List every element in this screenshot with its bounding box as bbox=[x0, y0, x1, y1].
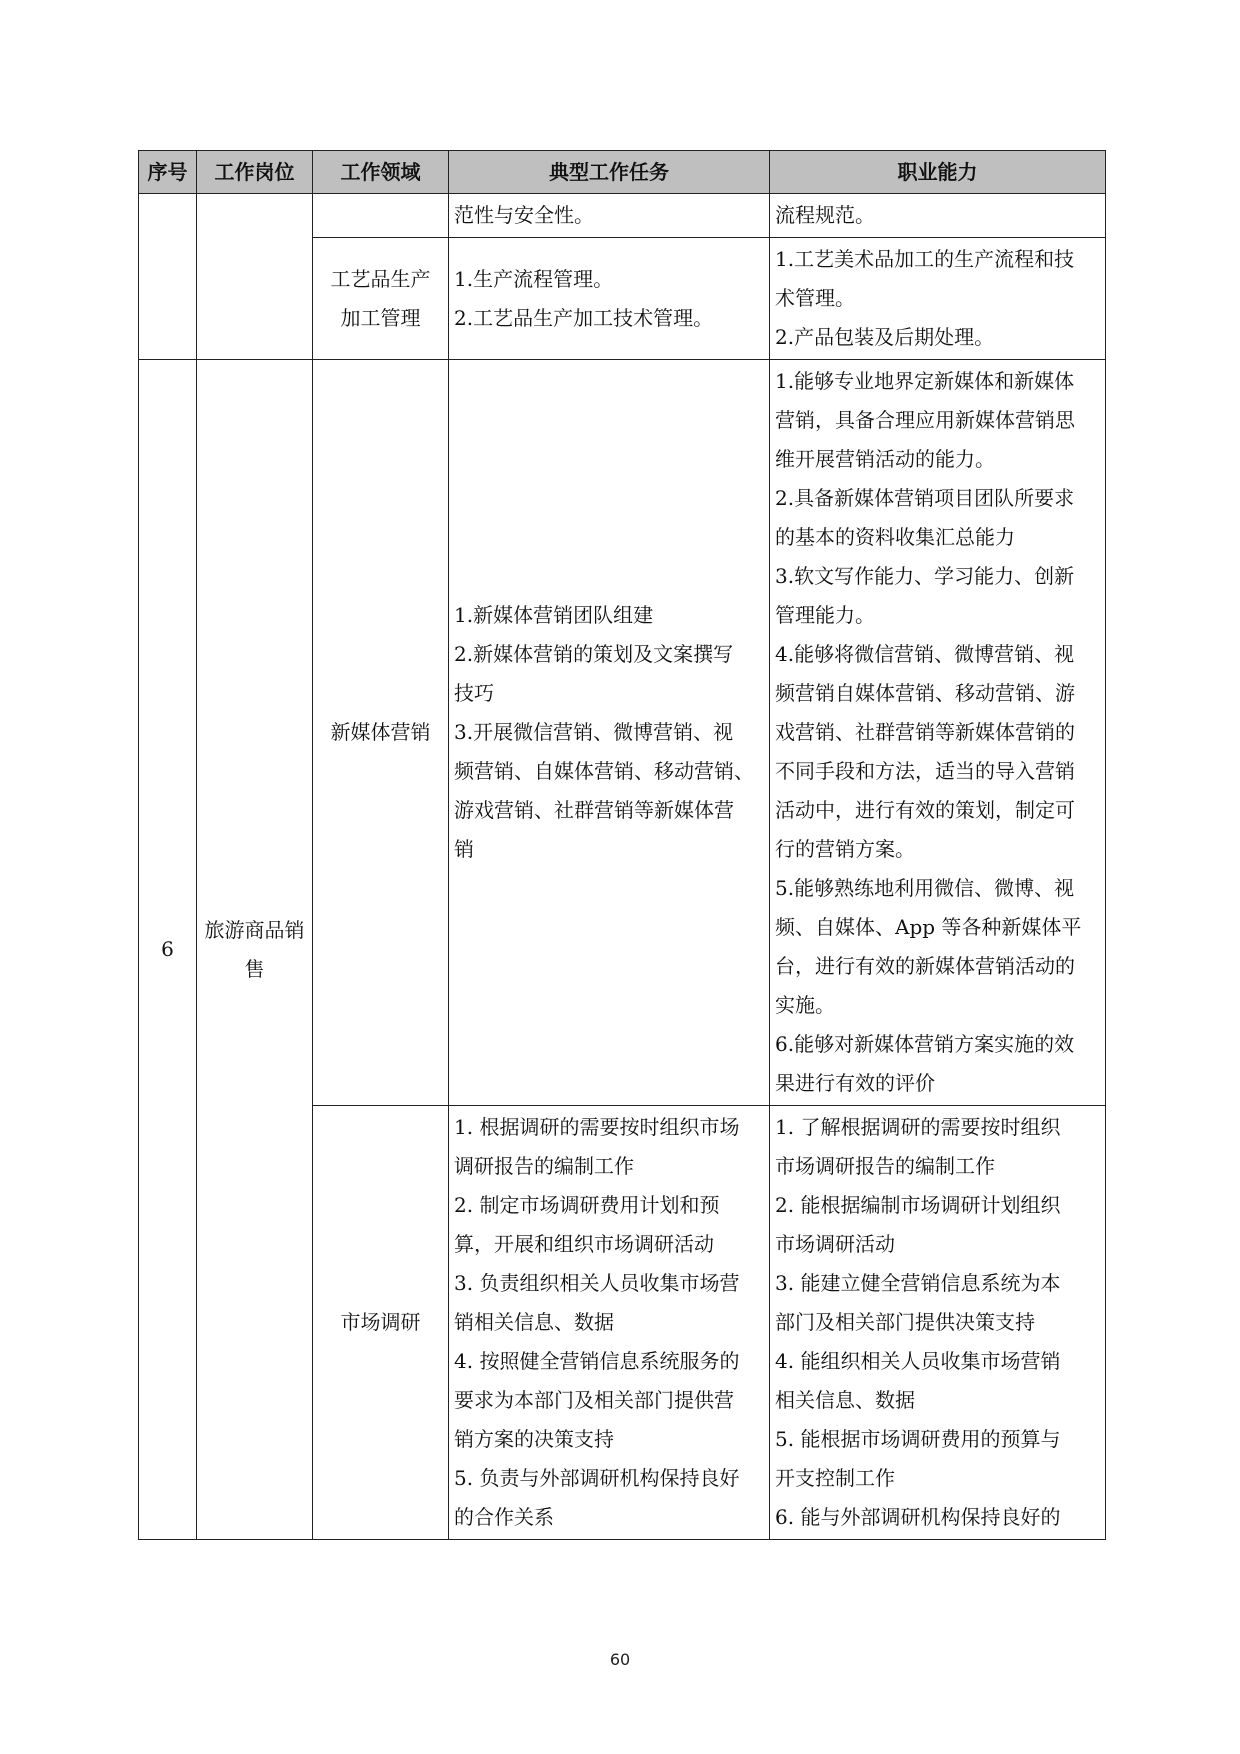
ability-line: 管理能力。 bbox=[775, 603, 875, 627]
ability-line: 3. 能建立健全营销信息系统为本 bbox=[775, 1271, 1061, 1295]
ability-line: 频、自媒体、App 等各种新媒体平 bbox=[775, 915, 1082, 939]
cell-task: 范性与安全性。 bbox=[449, 194, 770, 238]
task-line: 技巧 bbox=[454, 681, 494, 705]
task-line: 3. 负责组织相关人员收集市场营 bbox=[454, 1271, 740, 1295]
header-post: 工作岗位 bbox=[197, 151, 313, 194]
ability-line: 1.工艺美术品加工的生产流程和技 bbox=[775, 247, 1075, 271]
ability-line: 4. 能组织相关人员收集市场营销 bbox=[775, 1349, 1061, 1373]
cell-post bbox=[197, 360, 313, 1540]
ability-line: 5. 能根据市场调研费用的预算与 bbox=[775, 1427, 1061, 1451]
task-line: 1. 根据调研的需要按时组织市场 bbox=[454, 1115, 740, 1139]
ability-line: 6.能够对新媒体营销方案实施的效 bbox=[775, 1032, 1075, 1056]
task-line: 销 bbox=[454, 837, 474, 861]
post-line: 旅游商品销 bbox=[204, 917, 305, 942]
field-line: 工艺品生产 bbox=[330, 266, 431, 291]
task-line: 要求为本部门及相关部门提供营 bbox=[454, 1388, 734, 1412]
cell-post-empty bbox=[197, 194, 313, 360]
task-line: 1.生产流程管理。 bbox=[454, 266, 614, 291]
ability-line: 1. 了解根据调研的需要按时组织 bbox=[775, 1115, 1061, 1139]
ability-line: 开支控制工作 bbox=[775, 1466, 895, 1490]
cell-no: 6 bbox=[139, 360, 197, 1540]
ability-line: 3.软文写作能力、学习能力、创新 bbox=[775, 564, 1075, 588]
task-line: 2. 制定市场调研费用计划和预 bbox=[454, 1193, 720, 1217]
ability-line: 行的营销方案。 bbox=[775, 837, 915, 861]
task-line: 频营销、自媒体营销、移动营销、 bbox=[454, 759, 754, 783]
task-line: 3.开展微信营销、微博营销、视 bbox=[454, 720, 734, 744]
table-row bbox=[139, 194, 1106, 238]
ability-line: 部门及相关部门提供决策支持 bbox=[775, 1310, 1035, 1334]
ability-line: 台，进行有效的新媒体营销活动的 bbox=[775, 954, 1075, 978]
field-line: 加工管理 bbox=[340, 305, 421, 330]
ability-line: 维开展营销活动的能力。 bbox=[775, 447, 995, 471]
post-line: 售 bbox=[244, 956, 265, 981]
task-line: 4. 按照健全营销信息系统服务的 bbox=[454, 1349, 740, 1373]
ability-line: 不同手段和方法，适当的导入营销 bbox=[775, 759, 1075, 783]
ability-line: 2.产品包装及后期处理。 bbox=[775, 325, 995, 349]
cell-task bbox=[449, 360, 770, 1106]
ability-line: 市场调研活动 bbox=[775, 1232, 895, 1256]
ability-line: 5.能够熟练地利用微信、微博、视 bbox=[775, 876, 1075, 900]
cell-no-empty bbox=[139, 194, 197, 360]
cell-field bbox=[313, 238, 449, 360]
ability-line: 术管理。 bbox=[775, 286, 855, 310]
occupational-ability-table bbox=[138, 150, 1106, 1540]
ability-line: 4.能够将微信营销、微博营销、视 bbox=[775, 642, 1075, 666]
ability-line: 戏营销、社群营销等新媒体营销的 bbox=[775, 720, 1075, 744]
ability-line: 实施。 bbox=[775, 993, 835, 1017]
cell-ability bbox=[770, 360, 1106, 1106]
ability-line: 6. 能与外部调研机构保持良好的 bbox=[775, 1505, 1061, 1529]
table-row bbox=[139, 360, 1106, 1106]
cell-task bbox=[449, 238, 770, 360]
task-line: 游戏营销、社群营销等新媒体营 bbox=[454, 798, 734, 822]
ability-line: 市场调研报告的编制工作 bbox=[775, 1154, 995, 1178]
task-line: 2.新媒体营销的策划及文案撰写 bbox=[454, 642, 734, 666]
cell-task bbox=[449, 1106, 770, 1540]
cell-ability bbox=[770, 238, 1106, 360]
table-header-row bbox=[139, 151, 1106, 194]
task-line: 销相关信息、数据 bbox=[454, 1310, 614, 1334]
task-line: 5. 负责与外部调研机构保持良好 bbox=[454, 1466, 740, 1490]
task-line: 调研报告的编制工作 bbox=[454, 1154, 634, 1178]
cell-field-empty bbox=[313, 194, 449, 238]
header-ability: 职业能力 bbox=[770, 151, 1106, 194]
cell-field: 市场调研 bbox=[313, 1106, 449, 1540]
ability-line: 相关信息、数据 bbox=[775, 1388, 915, 1412]
header-field: 工作领域 bbox=[313, 151, 449, 194]
page-number: 60 bbox=[609, 1650, 631, 1669]
ability-line: 的基本的资料收集汇总能力 bbox=[775, 525, 1015, 549]
task-line: 算，开展和组织市场调研活动 bbox=[454, 1232, 714, 1256]
task-line: 的合作关系 bbox=[454, 1505, 554, 1529]
ability-line: 频营销自媒体营销、移动营销、游 bbox=[775, 681, 1075, 705]
cell-ability: 流程规范。 bbox=[770, 194, 1106, 238]
task-line: 2.工艺品生产加工技术管理。 bbox=[454, 305, 714, 330]
header-task: 典型工作任务 bbox=[449, 151, 770, 194]
task-line: 销方案的决策支持 bbox=[454, 1427, 614, 1451]
ability-line: 活动中，进行有效的策划，制定可 bbox=[775, 798, 1075, 822]
ability-line: 营销，具备合理应用新媒体营销思 bbox=[775, 408, 1075, 432]
cell-ability bbox=[770, 1106, 1106, 1540]
ability-line: 果进行有效的评价 bbox=[775, 1071, 935, 1095]
header-no: 序号 bbox=[139, 151, 197, 194]
cell-field: 新媒体营销 bbox=[313, 360, 449, 1106]
ability-line: 2.具备新媒体营销项目团队所要求 bbox=[775, 486, 1075, 510]
ability-line: 2. 能根据编制市场调研计划组织 bbox=[775, 1193, 1061, 1217]
ability-line: 1.能够专业地界定新媒体和新媒体 bbox=[775, 369, 1075, 393]
task-line: 1.新媒体营销团队组建 bbox=[454, 603, 654, 627]
